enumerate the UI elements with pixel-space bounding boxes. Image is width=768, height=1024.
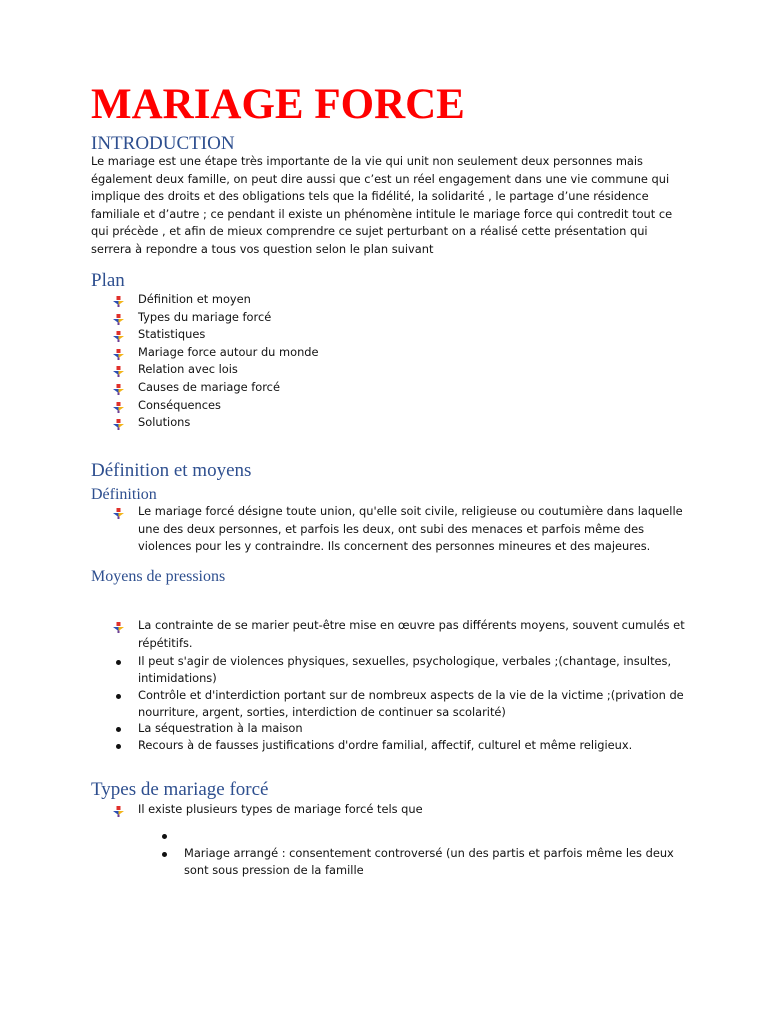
arrow-bullet-icon [113, 365, 124, 376]
moyens-heading: Moyens de pressions [91, 568, 226, 585]
moyens-item [91, 653, 691, 687]
plan-item-label: Statistiques [138, 327, 206, 342]
moyens-item [91, 720, 691, 737]
moyens-item-label: Recours à de fausses justifications d'ordre familial, affectif, culturel et même religieux. [138, 738, 633, 753]
types-heading: Types de mariage forcé [91, 779, 269, 800]
types-intro-item [91, 801, 691, 819]
arrow-bullet-icon [113, 401, 124, 412]
arrow-bullet-graphic [113, 349, 124, 360]
arrow-bullet-graphic [113, 402, 124, 413]
types-sublist [137, 827, 682, 880]
introduction-paragraph: Le mariage est une étape très importante de la vie qui unit non seulement deux personnes mais également deux famille, on peut dire aussi que c’est un réel engagement dans une vie commune qui implique des droits et des obligations tels que la fidélité, la solidarité , le partage d’une résidence familiale et d’autre ; ce pendant il existe un phénomène intitule le mariage force qui contredit tout ce qui précède , et afin de mieux comprendre ce sujet perturbant on a réalisé cette présentation qui serrera à repondre a tous vos question selon le plan suivant [91, 154, 673, 256]
types-subitem [137, 827, 682, 845]
dot-bullet-icon [162, 852, 167, 857]
arrow-bullet-icon [113, 383, 124, 394]
plan-item [91, 379, 651, 397]
definition-moyens-heading: Définition et moyens [91, 460, 252, 481]
dot-bullet-icon [116, 660, 121, 665]
dot-bullet-icon [116, 694, 121, 699]
arrow-bullet-icon [113, 418, 124, 429]
moyens-intro-item [91, 617, 691, 652]
plan-list [91, 291, 651, 432]
document-title: MARIAGE FORCE [91, 81, 465, 128]
plan-item [91, 344, 651, 362]
introduction-heading: INTRODUCTION [91, 133, 235, 154]
plan-item-label: Conséquences [138, 397, 221, 412]
plan-heading: Plan [91, 270, 125, 291]
types-list [91, 801, 691, 819]
arrow-bullet-icon [113, 295, 124, 306]
arrow-bullet-graphic [113, 508, 124, 519]
arrow-bullet-icon [113, 805, 124, 816]
moyens-item-label: Contrôle et d'interdiction portant sur de nombreux aspects de la vie de la victime ;(privation de nourriture, argent, sorties, interdiction de continuer sa scolarité) [138, 687, 684, 719]
definition-item [91, 503, 691, 556]
arrow-bullet-graphic [113, 314, 124, 325]
plan-item [91, 309, 651, 327]
types-subitem [137, 845, 682, 880]
dot-bullet-icon [162, 834, 167, 839]
arrow-bullet-icon [113, 330, 124, 341]
arrow-bullet-graphic [113, 806, 124, 817]
arrow-bullet-icon [113, 621, 124, 632]
plan-item-label: Types du mariage forcé [138, 309, 272, 324]
arrow-bullet-icon [113, 348, 124, 359]
dot-bullet-icon [116, 744, 121, 749]
plan-item [91, 397, 651, 415]
plan-item-label: Relation avec lois [138, 362, 238, 377]
definition-list [91, 503, 691, 556]
arrow-bullet-graphic [113, 296, 124, 307]
arrow-bullet-graphic [113, 331, 124, 342]
plan-item [91, 326, 651, 344]
moyens-item-label: La séquestration à la maison [138, 721, 303, 736]
moyens-list [91, 617, 691, 754]
types-subitem-label: Mariage arrangé : consentement controversé (un des partis et parfois même les deux sont sous pression de la famille [184, 845, 674, 878]
arrow-bullet-graphic [113, 419, 124, 430]
types-intro-text: Il existe plusieurs types de mariage forcé tels que [138, 802, 423, 816]
moyens-item-label: Il peut s'agir de violences physiques, sexuelles, psychologique, verbales ;(chantage, insultes, intimidations) [138, 654, 672, 685]
arrow-bullet-graphic [113, 384, 124, 395]
plan-item [91, 361, 651, 379]
arrow-bullet-icon [113, 507, 124, 518]
definition-heading: Définition [91, 486, 157, 503]
plan-item [91, 414, 651, 432]
moyens-item [91, 687, 691, 721]
plan-item-label: Solutions [138, 415, 191, 430]
arrow-bullet-icon [113, 313, 124, 324]
moyens-item [91, 737, 691, 754]
dot-bullet-icon [116, 727, 121, 732]
definition-text: Le mariage forcé désigne toute union, qu'elle soit civile, religieuse ou coutumière dans laquelle une des deux personnes, et parfois les deux, ont subi des menaces et parfois même des violences pour les y contraindre. Ils concernent des personnes mineures et des majeures. [138, 504, 683, 554]
plan-item [91, 291, 651, 309]
plan-item-label: Mariage force autour du monde [138, 344, 319, 359]
arrow-bullet-graphic [113, 366, 124, 377]
arrow-bullet-graphic [113, 622, 124, 633]
plan-item-label: Causes de mariage forcé [138, 379, 280, 394]
moyens-intro-text: La contrainte de se marier peut-être mise en œuvre pas différents moyens, souvent cumulés et répétitifs. [138, 618, 685, 650]
plan-item-label: Définition et moyen [138, 292, 251, 306]
